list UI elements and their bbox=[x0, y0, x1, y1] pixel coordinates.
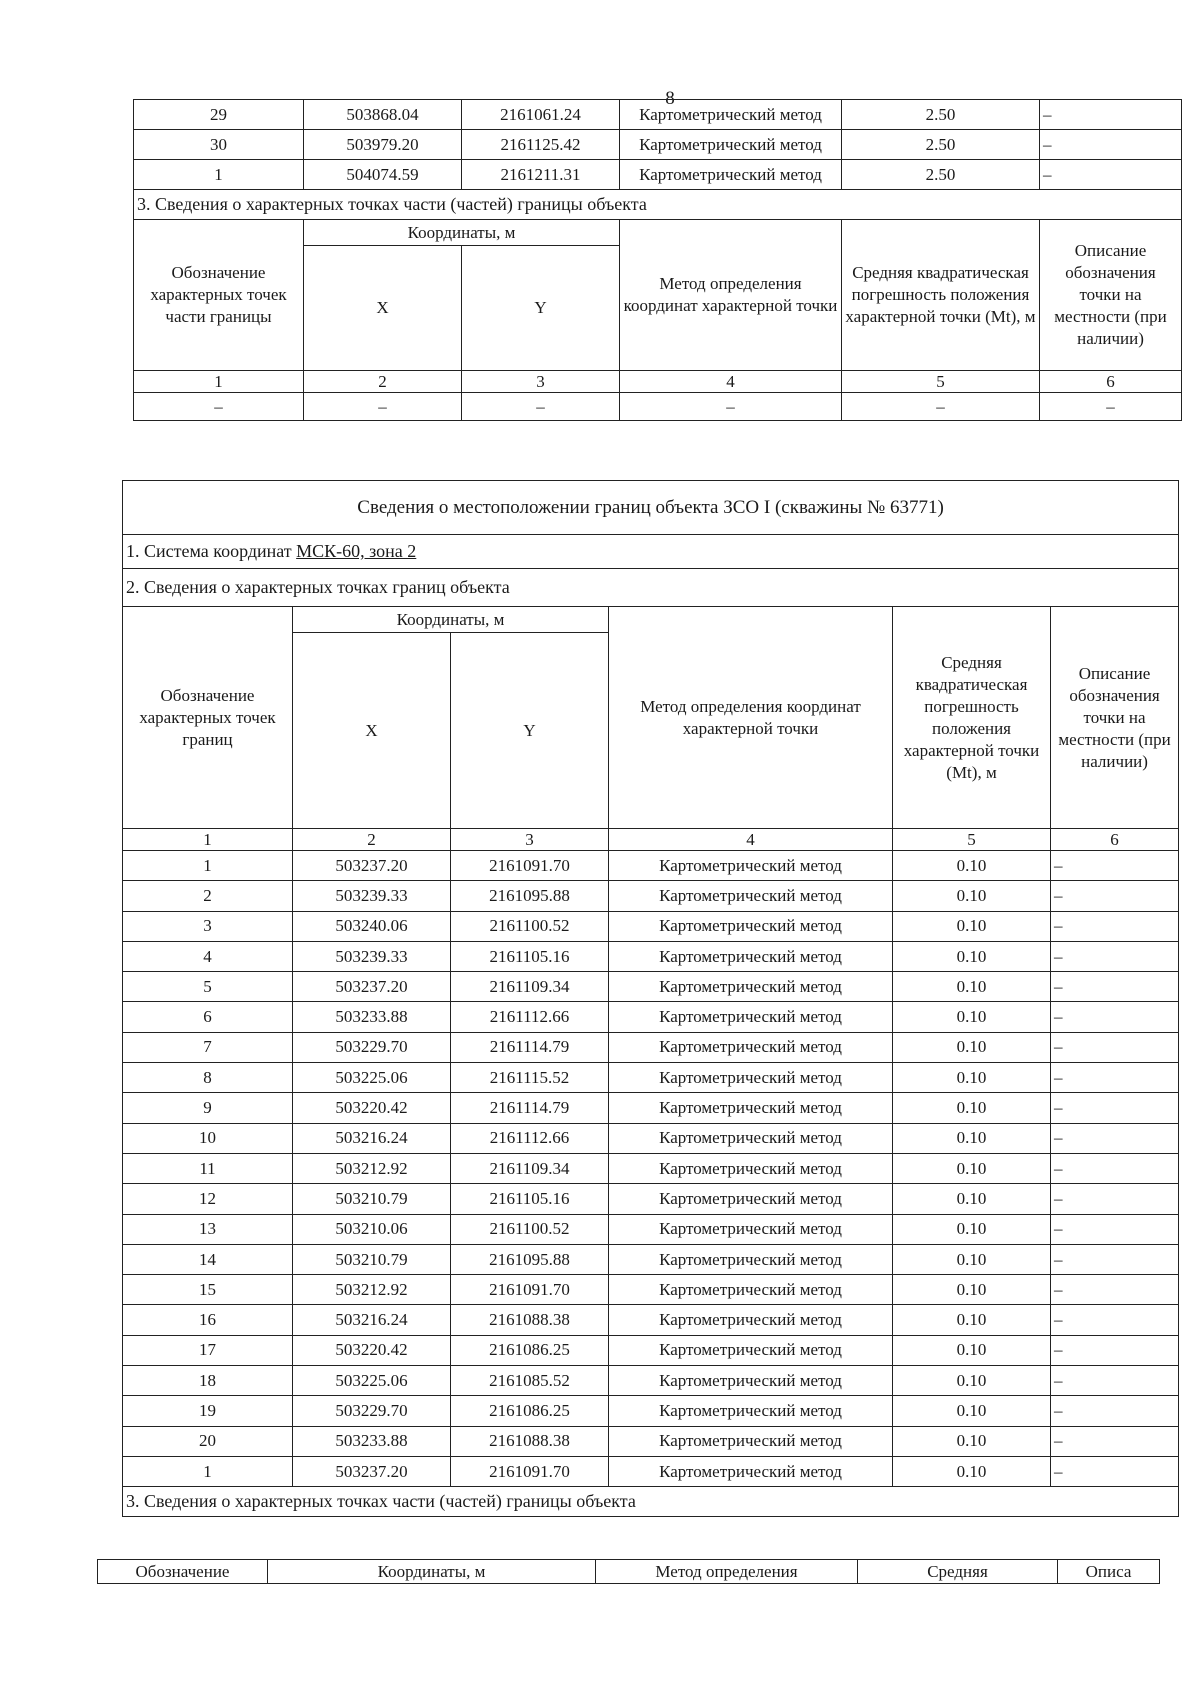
method-cell: Картометрический метод bbox=[609, 1335, 893, 1365]
point-number: 9 bbox=[123, 1093, 293, 1123]
page-number: 8 bbox=[665, 88, 675, 109]
desc-cell: – bbox=[1051, 1093, 1179, 1123]
main-header-method: Метод определения координат характерной точки bbox=[609, 607, 893, 829]
error-cell: 0.10 bbox=[893, 1184, 1051, 1214]
error-cell: 0.10 bbox=[893, 1002, 1051, 1032]
top-section-3-heading: 3. Сведения о характерных точках части (частей) границы объекта bbox=[134, 190, 1182, 220]
section-2-heading: 2. Сведения о характерных точках границ объекта bbox=[123, 569, 1179, 607]
top-header-designation: Обозначение характерных точек части границы bbox=[134, 220, 304, 371]
column-number: 3 bbox=[451, 829, 609, 851]
coord-x: 503237.20 bbox=[293, 1456, 451, 1486]
error-cell: 0.10 bbox=[893, 851, 1051, 881]
top-header-method: Метод определения координат характерной точки bbox=[620, 220, 842, 371]
coord-x: 504074.59 bbox=[304, 160, 462, 190]
point-number: 5 bbox=[123, 972, 293, 1002]
error-cell: 2.50 bbox=[842, 160, 1040, 190]
error-cell: 0.10 bbox=[893, 941, 1051, 971]
coord-y: 2161095.88 bbox=[451, 881, 609, 911]
top-header-y: Y bbox=[462, 246, 620, 371]
method-cell: Картометрический метод bbox=[609, 941, 893, 971]
error-cell: 0.10 bbox=[893, 1032, 1051, 1062]
point-number: 13 bbox=[123, 1214, 293, 1244]
coord-x: 503216.24 bbox=[293, 1123, 451, 1153]
main-header-error: Средняя квадратическая погрешность положения характерной точки (Mt), м bbox=[893, 607, 1051, 829]
empty-cell: – bbox=[304, 393, 462, 421]
column-number: 2 bbox=[304, 371, 462, 393]
top-empty-row bbox=[134, 393, 1182, 421]
top-header-desc: Описание обозначения точки на местности (при наличии) bbox=[1040, 220, 1182, 371]
point-number: 6 bbox=[123, 1002, 293, 1032]
coord-x: 503210.06 bbox=[293, 1214, 451, 1244]
point-number: 20 bbox=[123, 1426, 293, 1456]
coord-y: 2161114.79 bbox=[451, 1093, 609, 1123]
coord-y: 2161091.70 bbox=[451, 1456, 609, 1486]
table-row bbox=[123, 1214, 1179, 1244]
error-cell: 0.10 bbox=[893, 1244, 1051, 1274]
coord-y: 2161095.88 bbox=[451, 1244, 609, 1274]
main-column-numbers-row bbox=[123, 829, 1179, 851]
method-cell: Картометрический метод bbox=[609, 1063, 893, 1093]
method-cell: Картометрический метод bbox=[609, 1244, 893, 1274]
desc-cell: – bbox=[1051, 941, 1179, 971]
error-cell: 0.10 bbox=[893, 1456, 1051, 1486]
method-cell: Картометрический метод bbox=[620, 100, 842, 130]
column-number: 1 bbox=[134, 371, 304, 393]
coord-x: 503225.06 bbox=[293, 1063, 451, 1093]
coord-x: 503220.42 bbox=[293, 1093, 451, 1123]
table-row bbox=[123, 1032, 1179, 1062]
table-row bbox=[123, 1123, 1179, 1153]
point-number: 1 bbox=[123, 1456, 293, 1486]
top-header-coords: Координаты, м bbox=[304, 220, 620, 246]
error-cell: 0.10 bbox=[893, 972, 1051, 1002]
point-number: 15 bbox=[123, 1275, 293, 1305]
point-number: 16 bbox=[123, 1305, 293, 1335]
error-cell: 0.10 bbox=[893, 881, 1051, 911]
main-section-3-heading: 3. Сведения о характерных точках части (частей) границы объекта bbox=[123, 1487, 1179, 1517]
method-cell: Картометрический метод bbox=[609, 1093, 893, 1123]
method-cell: Картометрический метод bbox=[609, 1214, 893, 1244]
table-row bbox=[123, 881, 1179, 911]
column-number: 3 bbox=[462, 371, 620, 393]
coord-y: 2161105.16 bbox=[451, 1184, 609, 1214]
method-cell: Картометрический метод bbox=[609, 1184, 893, 1214]
main-header-desc: Описание обозначения точки на местности (при наличии) bbox=[1051, 607, 1179, 829]
coord-y: 2161091.70 bbox=[451, 1275, 609, 1305]
main-header-coords: Координаты, м bbox=[293, 607, 609, 633]
desc-cell: – bbox=[1051, 881, 1179, 911]
point-number: 7 bbox=[123, 1032, 293, 1062]
table-row bbox=[134, 160, 1182, 190]
method-cell: Картометрический метод bbox=[609, 851, 893, 881]
object-title: Сведения о местоположении границ объекта ЗСО I (скважины № 63771) bbox=[123, 481, 1179, 535]
point-number: 4 bbox=[123, 941, 293, 971]
table-row bbox=[123, 1396, 1179, 1426]
desc-cell: – bbox=[1051, 1214, 1179, 1244]
bottom-header-designation: Обозначение bbox=[98, 1560, 268, 1584]
desc-cell: – bbox=[1051, 1184, 1179, 1214]
coord-x: 503868.04 bbox=[304, 100, 462, 130]
table-row bbox=[123, 911, 1179, 941]
point-number: 2 bbox=[123, 881, 293, 911]
table-row bbox=[123, 851, 1179, 881]
column-number: 1 bbox=[123, 829, 293, 851]
coord-x: 503229.70 bbox=[293, 1032, 451, 1062]
coord-y: 2161125.42 bbox=[462, 130, 620, 160]
table-row bbox=[123, 1335, 1179, 1365]
desc-cell: – bbox=[1051, 1426, 1179, 1456]
method-cell: Картометрический метод bbox=[609, 1426, 893, 1456]
coord-y: 2161112.66 bbox=[451, 1123, 609, 1153]
section-1-prefix: 1. Система координат bbox=[126, 541, 297, 561]
desc-cell: – bbox=[1051, 1366, 1179, 1396]
point-number: 14 bbox=[123, 1244, 293, 1274]
coord-x: 503233.88 bbox=[293, 1002, 451, 1032]
section-1-coordinate-system bbox=[123, 535, 1179, 569]
desc-cell: – bbox=[1051, 972, 1179, 1002]
bottom-header-desc: Описа bbox=[1058, 1560, 1160, 1584]
desc-cell: – bbox=[1040, 100, 1182, 130]
table-row bbox=[123, 1426, 1179, 1456]
coord-y: 2161100.52 bbox=[451, 911, 609, 941]
error-cell: 0.10 bbox=[893, 1275, 1051, 1305]
method-cell: Картометрический метод bbox=[609, 1002, 893, 1032]
top-header-error: Средняя квадратическая погрешность положения характерной точки (Mt), м bbox=[842, 220, 1040, 371]
bottom-partial-table bbox=[97, 1559, 1160, 1584]
point-number: 12 bbox=[123, 1184, 293, 1214]
point-number: 3 bbox=[123, 911, 293, 941]
table-row bbox=[123, 1305, 1179, 1335]
table-row bbox=[123, 1456, 1179, 1486]
empty-cell: – bbox=[1040, 393, 1182, 421]
coord-x: 503240.06 bbox=[293, 911, 451, 941]
coord-x: 503237.20 bbox=[293, 972, 451, 1002]
desc-cell: – bbox=[1051, 1396, 1179, 1426]
column-number: 6 bbox=[1051, 829, 1179, 851]
main-table-body bbox=[123, 851, 1179, 1487]
method-cell: Картометрический метод bbox=[609, 911, 893, 941]
method-cell: Картометрический метод bbox=[609, 972, 893, 1002]
error-cell: 0.10 bbox=[893, 1214, 1051, 1244]
coord-x: 503225.06 bbox=[293, 1366, 451, 1396]
coord-x: 503239.33 bbox=[293, 881, 451, 911]
coord-x: 503216.24 bbox=[293, 1305, 451, 1335]
method-cell: Картометрический метод bbox=[620, 160, 842, 190]
coord-x: 503212.92 bbox=[293, 1153, 451, 1183]
point-number: 19 bbox=[123, 1396, 293, 1426]
point-number: 8 bbox=[123, 1063, 293, 1093]
table-row bbox=[123, 1153, 1179, 1183]
column-number: 4 bbox=[620, 371, 842, 393]
table-row bbox=[123, 972, 1179, 1002]
coord-x: 503212.92 bbox=[293, 1275, 451, 1305]
coord-y: 2161114.79 bbox=[451, 1032, 609, 1062]
desc-cell: – bbox=[1051, 911, 1179, 941]
coord-y: 2161105.16 bbox=[451, 941, 609, 971]
error-cell: 0.10 bbox=[893, 1396, 1051, 1426]
coord-x: 503229.70 bbox=[293, 1396, 451, 1426]
method-cell: Картометрический метод bbox=[609, 1305, 893, 1335]
desc-cell: – bbox=[1051, 1002, 1179, 1032]
top-coordinates-table bbox=[133, 99, 1182, 421]
empty-cell: – bbox=[134, 393, 304, 421]
error-cell: 0.10 bbox=[893, 1305, 1051, 1335]
desc-cell: – bbox=[1051, 1305, 1179, 1335]
coord-y: 2161115.52 bbox=[451, 1063, 609, 1093]
coord-x: 503220.42 bbox=[293, 1335, 451, 1365]
error-cell: 0.10 bbox=[893, 1093, 1051, 1123]
top-column-numbers-row bbox=[134, 371, 1182, 393]
main-header-designation: Обозначение характерных точек границ bbox=[123, 607, 293, 829]
table-row bbox=[123, 941, 1179, 971]
table-row bbox=[123, 1093, 1179, 1123]
coord-y: 2161109.34 bbox=[451, 972, 609, 1002]
error-cell: 0.10 bbox=[893, 1426, 1051, 1456]
coord-y: 2161061.24 bbox=[462, 100, 620, 130]
table-row bbox=[123, 1063, 1179, 1093]
table-row bbox=[123, 1244, 1179, 1274]
column-number: 5 bbox=[842, 371, 1040, 393]
desc-cell: – bbox=[1051, 851, 1179, 881]
column-number: 4 bbox=[609, 829, 893, 851]
method-cell: Картометрический метод bbox=[620, 130, 842, 160]
table-row bbox=[123, 1275, 1179, 1305]
top-table-body bbox=[134, 100, 1182, 190]
coord-x: 503233.88 bbox=[293, 1426, 451, 1456]
method-cell: Картометрический метод bbox=[609, 1275, 893, 1305]
desc-cell: – bbox=[1051, 1335, 1179, 1365]
coord-y: 2161085.52 bbox=[451, 1366, 609, 1396]
table-row bbox=[134, 100, 1182, 130]
top-header-x: X bbox=[304, 246, 462, 371]
bottom-header-method: Метод определения bbox=[596, 1560, 858, 1584]
column-number: 2 bbox=[293, 829, 451, 851]
point-number: 10 bbox=[123, 1123, 293, 1153]
error-cell: 0.10 bbox=[893, 1063, 1051, 1093]
method-cell: Картометрический метод bbox=[609, 881, 893, 911]
desc-cell: – bbox=[1051, 1153, 1179, 1183]
column-number: 5 bbox=[893, 829, 1051, 851]
main-header-y: Y bbox=[451, 633, 609, 829]
main-header-x: X bbox=[293, 633, 451, 829]
coord-y: 2161086.25 bbox=[451, 1335, 609, 1365]
error-cell: 0.10 bbox=[893, 1153, 1051, 1183]
point-number: 29 bbox=[134, 100, 304, 130]
empty-cell: – bbox=[462, 393, 620, 421]
method-cell: Картометрический метод bbox=[609, 1396, 893, 1426]
coordinate-system-value: МСК-60, зона 2 bbox=[296, 541, 417, 561]
coord-x: 503210.79 bbox=[293, 1184, 451, 1214]
error-cell: 2.50 bbox=[842, 130, 1040, 160]
method-cell: Картометрический метод bbox=[609, 1032, 893, 1062]
main-coordinates-table bbox=[122, 480, 1179, 1517]
desc-cell: – bbox=[1051, 1275, 1179, 1305]
error-cell: 0.10 bbox=[893, 1366, 1051, 1396]
point-number: 1 bbox=[123, 851, 293, 881]
coord-x: 503210.79 bbox=[293, 1244, 451, 1274]
error-cell: 0.10 bbox=[893, 911, 1051, 941]
desc-cell: – bbox=[1040, 160, 1182, 190]
coord-x: 503979.20 bbox=[304, 130, 462, 160]
point-number: 30 bbox=[134, 130, 304, 160]
error-cell: 2.50 bbox=[842, 100, 1040, 130]
desc-cell: – bbox=[1040, 130, 1182, 160]
bottom-header-error: Средняя bbox=[858, 1560, 1058, 1584]
point-number: 1 bbox=[134, 160, 304, 190]
desc-cell: – bbox=[1051, 1063, 1179, 1093]
coord-y: 2161086.25 bbox=[451, 1396, 609, 1426]
point-number: 18 bbox=[123, 1366, 293, 1396]
coord-y: 2161211.31 bbox=[462, 160, 620, 190]
method-cell: Картометрический метод bbox=[609, 1366, 893, 1396]
desc-cell: – bbox=[1051, 1456, 1179, 1486]
coord-y: 2161088.38 bbox=[451, 1305, 609, 1335]
coord-y: 2161091.70 bbox=[451, 851, 609, 881]
coord-y: 2161112.66 bbox=[451, 1002, 609, 1032]
coord-y: 2161088.38 bbox=[451, 1426, 609, 1456]
point-number: 17 bbox=[123, 1335, 293, 1365]
point-number: 11 bbox=[123, 1153, 293, 1183]
coord-x: 503239.33 bbox=[293, 941, 451, 971]
desc-cell: – bbox=[1051, 1123, 1179, 1153]
empty-cell: – bbox=[620, 393, 842, 421]
coord-y: 2161109.34 bbox=[451, 1153, 609, 1183]
empty-cell: – bbox=[842, 393, 1040, 421]
bottom-header-coords: Координаты, м bbox=[268, 1560, 596, 1584]
coord-x: 503237.20 bbox=[293, 851, 451, 881]
table-row bbox=[123, 1184, 1179, 1214]
error-cell: 0.10 bbox=[893, 1123, 1051, 1153]
table-row bbox=[123, 1366, 1179, 1396]
method-cell: Картометрический метод bbox=[609, 1123, 893, 1153]
desc-cell: – bbox=[1051, 1244, 1179, 1274]
desc-cell: – bbox=[1051, 1032, 1179, 1062]
table-row bbox=[123, 1002, 1179, 1032]
error-cell: 0.10 bbox=[893, 1335, 1051, 1365]
method-cell: Картометрический метод bbox=[609, 1456, 893, 1486]
column-number: 6 bbox=[1040, 371, 1182, 393]
method-cell: Картометрический метод bbox=[609, 1153, 893, 1183]
coord-y: 2161100.52 bbox=[451, 1214, 609, 1244]
table-row bbox=[134, 130, 1182, 160]
